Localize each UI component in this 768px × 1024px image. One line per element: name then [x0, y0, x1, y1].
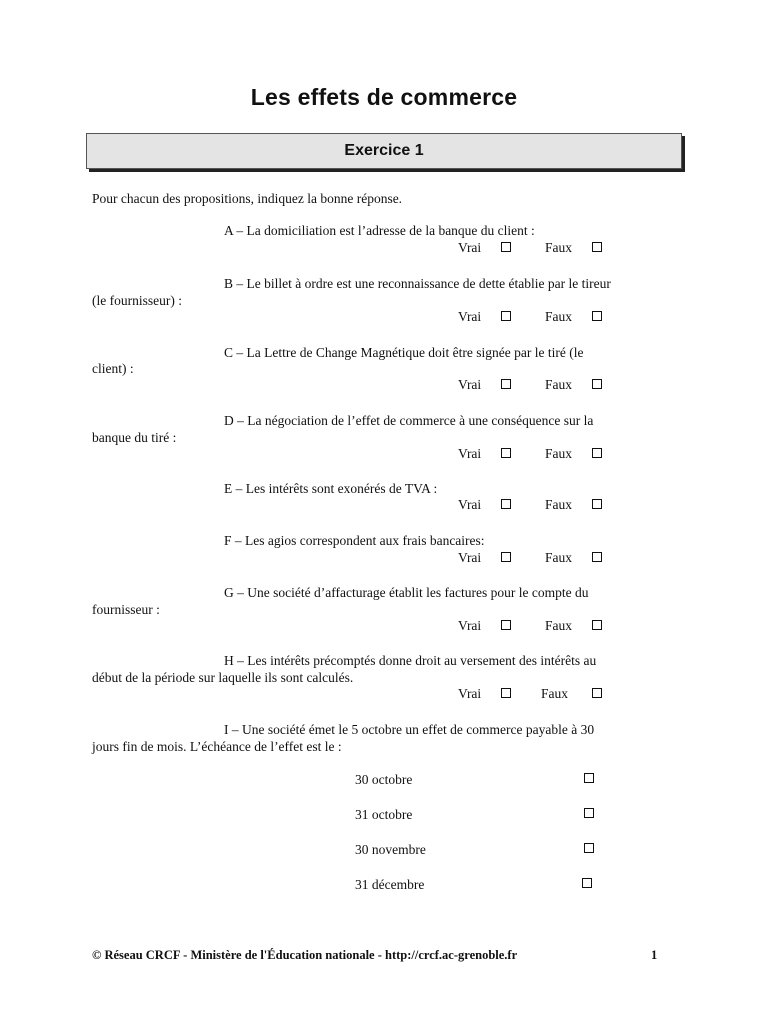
- question-b-vrai-checkbox[interactable]: [501, 311, 511, 321]
- question-h-faux-label: Faux: [541, 686, 568, 701]
- question-h-vrai-checkbox[interactable]: [501, 688, 511, 698]
- question-h-text-cont: début de la période sur laquelle ils sont calculés.: [92, 670, 354, 685]
- question-a-vrai-checkbox[interactable]: [501, 242, 511, 252]
- footer-copyright: © Réseau CRCF - Ministère de l'Éducation nationale - http://crcf.ac-grenoble.fr: [92, 948, 518, 962]
- question-e-vrai-label: Vrai: [458, 497, 482, 512]
- question-g-vrai-checkbox[interactable]: [501, 620, 511, 630]
- question-g-faux-label: Faux: [545, 618, 572, 633]
- question-c-vrai-checkbox[interactable]: [501, 379, 511, 389]
- question-d-vrai-label: Vrai: [458, 446, 482, 461]
- question-g-faux-checkbox[interactable]: [592, 620, 602, 630]
- question-f-faux-label: Faux: [545, 550, 572, 565]
- question-b-faux-checkbox[interactable]: [592, 311, 602, 321]
- instructions: Pour chacun des propositions, indiquez la bonne réponse.: [92, 191, 403, 206]
- question-i-text-cont: jours fin de mois. L’échéance de l’effet est le :: [92, 739, 342, 754]
- option-checkbox[interactable]: [582, 878, 592, 888]
- question-b-faux-label: Faux: [545, 309, 572, 324]
- question-c-vrai-label: Vrai: [458, 377, 482, 392]
- question-g-text: G – Une société d’affacturage établit les factures pour le compte du: [224, 585, 589, 600]
- question-e-faux-checkbox[interactable]: [592, 499, 602, 509]
- option-checkbox[interactable]: [584, 773, 594, 783]
- option-label: 31 décembre: [355, 877, 425, 892]
- question-d-faux-label: Faux: [545, 446, 572, 461]
- option-label: 30 octobre: [355, 772, 413, 787]
- question-d-text: D – La négociation de l’effet de commerce à une conséquence sur la: [224, 413, 594, 428]
- question-f-vrai-label: Vrai: [458, 550, 482, 565]
- question-f-faux-checkbox[interactable]: [592, 552, 602, 562]
- page-number: 1: [651, 948, 658, 962]
- option-checkbox[interactable]: [584, 808, 594, 818]
- question-c-text-cont: client) :: [92, 361, 134, 376]
- option-label: 31 octobre: [355, 807, 413, 822]
- question-c-faux-checkbox[interactable]: [592, 379, 602, 389]
- question-e-vrai-checkbox[interactable]: [501, 499, 511, 509]
- question-c-faux-label: Faux: [545, 377, 572, 392]
- question-a-vrai-label: Vrai: [458, 240, 482, 255]
- question-h-vrai-label: Vrai: [458, 686, 482, 701]
- question-d-text-cont: banque du tiré :: [92, 430, 177, 445]
- question-a-text: A – La domiciliation est l’adresse de la banque du client :: [224, 223, 535, 238]
- question-f-text: F – Les agios correspondent aux frais bancaires:: [224, 533, 485, 548]
- question-b-vrai-label: Vrai: [458, 309, 482, 324]
- question-e-faux-label: Faux: [545, 497, 572, 512]
- question-d-vrai-checkbox[interactable]: [501, 448, 511, 458]
- option-checkbox[interactable]: [584, 843, 594, 853]
- page-title: Les effets de commerce: [250, 84, 518, 110]
- question-i-text: I – Une société émet le 5 octobre un effet de commerce payable à 30: [224, 722, 595, 737]
- question-e-text: E – Les intérêts sont exonérés de TVA :: [224, 481, 438, 496]
- option-label: 30 novembre: [355, 842, 426, 857]
- question-a-faux-checkbox[interactable]: [592, 242, 602, 252]
- question-h-text: H – Les intérêts précomptés donne droit au versement des intérêts au: [224, 653, 597, 668]
- question-b-text: B – Le billet à ordre est une reconnaissance de dette établie par le tireur: [224, 276, 611, 291]
- question-a-faux-label: Faux: [545, 240, 572, 255]
- question-d-faux-checkbox[interactable]: [592, 448, 602, 458]
- exercise-header: Exercice 1: [86, 133, 682, 169]
- question-b-text-cont: (le fournisseur) :: [92, 293, 182, 308]
- question-g-text-cont: fournisseur :: [92, 602, 160, 617]
- question-g-vrai-label: Vrai: [458, 618, 482, 633]
- question-h-faux-checkbox[interactable]: [592, 688, 602, 698]
- question-f-vrai-checkbox[interactable]: [501, 552, 511, 562]
- question-c-text: C – La Lettre de Change Magnétique doit être signée par le tiré (le: [224, 345, 584, 360]
